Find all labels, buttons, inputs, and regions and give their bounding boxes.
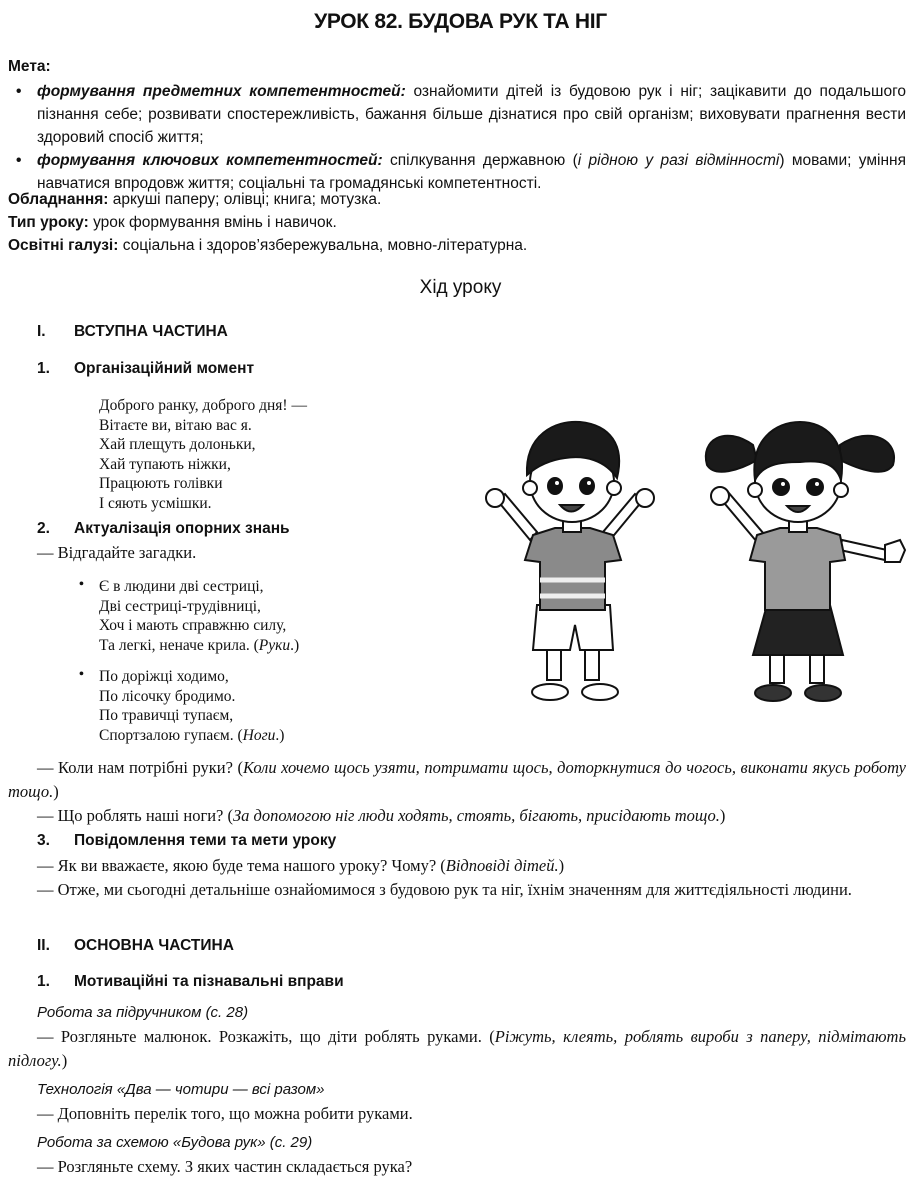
part-2-section-1-heading [37, 973, 344, 991]
equipment-line [8, 188, 381, 211]
task-text: — Розгляньте малюнок. Розкажіть, що діти роблять руками. ( [37, 1027, 495, 1046]
riddle-answer: Руки [258, 636, 291, 654]
riddle-line: Дві сестриці-трудівниці, [99, 597, 261, 615]
riddle-last: Та легкі, неначе крила. ( [99, 636, 259, 654]
section-title: Організаційний момент [74, 360, 255, 377]
boy-left-shoe [532, 684, 568, 700]
goal-item-text: ознайомити дітей із будовою рук і ніг; зацікавити до подальшого пізнання себе; розвивати спостережливість, бажання більше дізнатися про свій організм; виховувати прагнення вести здоровий спосіб життя; [37, 83, 906, 146]
section-title: Повідомлення теми та мети уроку [74, 832, 337, 849]
answer-text: Відповіді дітей. [445, 856, 559, 875]
riddle-line [99, 726, 284, 746]
answer-close: ) [719, 806, 726, 825]
topic-statement: — Отже, ми сьогодні детальніше ознайомимося з будовою рук та ніг, їхнім значенням для життєдіяльності людини. [37, 880, 852, 899]
fields-value: соціальна і здоров’язбережувальна, мовно-літературна. [118, 237, 528, 254]
bullet-icon: • [79, 667, 84, 682]
riddle-line: По доріжці ходимо, [99, 668, 229, 685]
section-title: Актуалізація опорних знань [74, 520, 290, 537]
riddle-close: .) [290, 636, 300, 654]
girl-right-shoe [805, 685, 841, 701]
fields-line [8, 234, 527, 257]
girl-illustration [695, 400, 910, 705]
girl-skirt [753, 605, 843, 655]
answer-close: ) [558, 856, 565, 875]
work-label-technology: Технологія «Два — чотири — всі разом» [37, 1081, 325, 1098]
girl-right-arm [840, 540, 887, 560]
answer-text: За допомогою ніг люди ходять, стоять, бігають, присідають тощо. [233, 806, 720, 825]
section-3-heading [37, 832, 336, 850]
poem-line: І сяють усмішки. [99, 494, 212, 512]
riddle-line: По травичці тупаєм, [99, 707, 234, 724]
section-1-heading [37, 360, 254, 378]
goal-item-text-after: ) мовами; уміння навчатися впродовж життя; соціальні та громадянські компетентності. [37, 152, 906, 192]
part-2-number: II. [37, 937, 50, 954]
course-heading: Хід уроку [419, 277, 502, 298]
work-label-scheme: Робота за схемою «Будова рук» (с. 29) [37, 1134, 313, 1151]
section-number: 2. [37, 520, 50, 537]
riddle-close: .) [275, 726, 285, 744]
fields-label: Освітні галузі: [8, 237, 119, 254]
lesson-type-line [8, 211, 337, 234]
riddle-line: По лісочку бродимо. [99, 687, 236, 705]
poem-line: Доброго ранку, доброго дня! — [99, 397, 307, 414]
technology-task: — Доповніть перелік того, що можна робити руками. [37, 1104, 413, 1123]
section-number: 1. [37, 973, 50, 990]
girl-left-shoe [755, 685, 791, 701]
question-text: — Як ви вважаєте, якою буде тема нашого уроку? Чому? ( [37, 856, 446, 875]
section-number: 3. [37, 832, 50, 849]
bullet-icon: • [16, 83, 22, 100]
question-legs [8, 804, 906, 828]
goal-item-subject [8, 80, 906, 149]
part-2-title: ОСНОВНА ЧАСТИНА [74, 937, 234, 954]
boy-right-shoe [582, 684, 618, 700]
answer-close: ) [61, 1051, 68, 1070]
question-text: — Що роблять наші ноги? ( [37, 806, 234, 825]
poem-line: Хай тупають ніжки, [99, 455, 231, 473]
riddle-line [99, 636, 299, 656]
girl-shirt [750, 528, 845, 610]
boy-right-fist [636, 489, 654, 507]
riddle-last: Спортзалою гупаєм. ( [99, 726, 243, 744]
part-2-heading [37, 937, 234, 955]
question-topic [8, 854, 906, 878]
answer-text: Ріжуть, клеять, роблять вироби з паперу, підмітають підлогу. [8, 1027, 906, 1070]
equipment-label: Обладнання: [8, 191, 109, 208]
answer-text: Коли хочемо щось узяти, потримати щось, доторкнутися до чогось, виконати якусь роботу тощо. [8, 758, 906, 801]
part-1-heading [37, 323, 228, 341]
goal-item-text: спілкування державною ( [382, 152, 578, 169]
bullet-icon: • [16, 152, 22, 169]
riddles-intro: — Відгадайте загадки. [37, 543, 197, 562]
greeting-poem [99, 396, 307, 513]
girl-left-pigtail [706, 436, 757, 472]
goal-item-label: формування ключових компетентностей: [37, 152, 383, 169]
section-number: 1. [37, 360, 50, 377]
poem-line: Працюють голівки [99, 475, 223, 492]
work-label-textbook: Робота за підручником (с. 28) [37, 1004, 249, 1021]
textbook-task [8, 1025, 906, 1073]
girl-right-hand [885, 540, 905, 562]
riddle-line: Є в людини дві сестриці, [99, 578, 264, 595]
boy-shorts [533, 605, 613, 650]
scheme-task: — Розгляньте схему. З яких частин складається рука? [37, 1157, 413, 1176]
goal-item-label: формування предметних компетентностей: [37, 83, 406, 100]
riddle-answer: Ноги [242, 726, 276, 744]
lesson-type-value: урок формування вмінь і навичок. [88, 214, 337, 231]
question-hands [8, 756, 906, 804]
riddle-legs [99, 667, 284, 745]
section-2-heading [37, 520, 290, 538]
riddle-hands [99, 577, 299, 655]
bullet-icon: • [79, 577, 84, 592]
boy-illustration [475, 400, 665, 705]
page-title: УРОК 82. БУДОВА РУК ТА НІГ [314, 10, 607, 33]
poem-line: Вітаєте ви, вітаю вас я. [99, 416, 252, 434]
equipment-value: аркуші паперу; олівці; книга; мотузка. [108, 191, 382, 208]
section-title: Мотиваційні та пізнавальні вправи [74, 973, 344, 990]
part-1-title: ВСТУПНА ЧАСТИНА [74, 323, 228, 340]
goal-item-italic: і рідною у разі відмінності [577, 152, 780, 169]
question-text: — Коли нам потрібні руки? ( [37, 758, 243, 777]
girl-right-pigtail [840, 436, 894, 472]
boy-left-fist [486, 489, 504, 507]
riddle-line: Хоч і мають справжню силу, [99, 617, 287, 634]
part-1-number: I. [37, 323, 46, 340]
poem-line: Хай плещуть долоньки, [99, 436, 256, 453]
lesson-type-label: Тип уроку: [8, 214, 89, 231]
goal-label: Мета: [8, 58, 51, 75]
girl-left-fist [711, 487, 729, 505]
answer-close: ) [53, 782, 59, 801]
